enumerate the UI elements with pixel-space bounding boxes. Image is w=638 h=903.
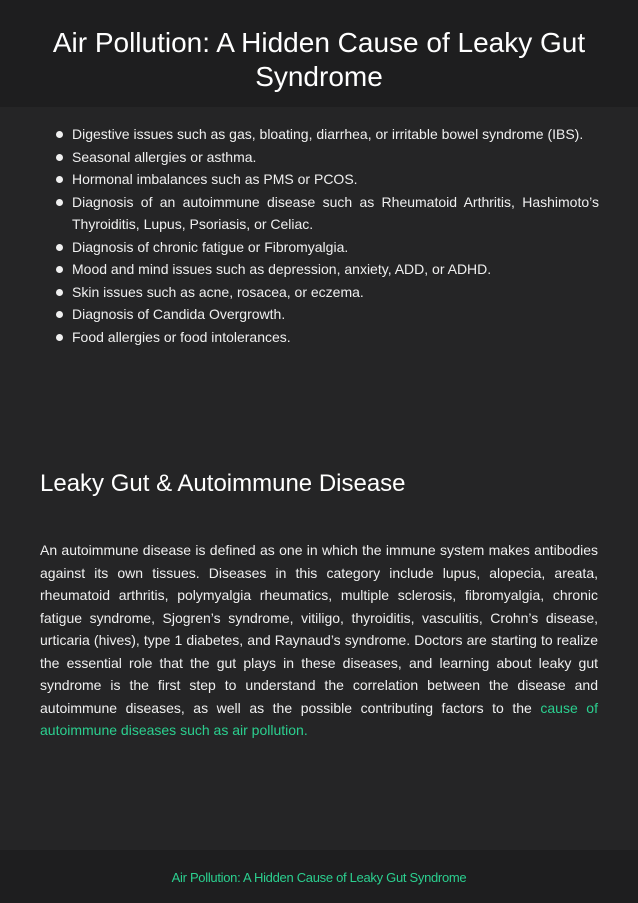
list-item [55, 258, 599, 281]
section-body-text: An autoimmune disease is defined as one in which the immune system makes antibodies against its own tissues. Diseases in this category include lupus, alopecia, areata, rheumatoid arthritis, polymyalgia rheumatics, multiple sclerosis, fibromyalgia, chronic fatigue syndrome, Sjogren’s syndrome, vitiligo, thyroiditis, vasculitis, Crohn’s disease, urticaria (hives), type 1 diabetes, and Raynaud’s syndrome. Doctors are starting to realize the essential role that the gut plays in these diseases, and learning about leaky gut syndrome is the first step to understand the correlation between the disease and autoimmune diseases, as well as the possible contributing factors to the [40, 542, 598, 716]
list-item-text: Hormonal imbalances such as PMS or PCOS. [72, 171, 358, 187]
list-item-text: Food allergies or food intolerances. [72, 328, 291, 345]
bullet-icon [56, 289, 63, 296]
bullet-icon [56, 244, 63, 251]
symptom-list [55, 123, 599, 348]
section-body [40, 539, 598, 742]
list-item [55, 281, 599, 304]
section-heading: Leaky Gut & Autoimmune Disease [40, 470, 406, 497]
list-item [55, 168, 599, 191]
list-item [55, 236, 599, 259]
list-item-text: Skin issues such as acne, rosacea, or eczema. [72, 283, 364, 300]
page-title: Air Pollution: A Hidden Cause of Leaky Gut Syndrome [52, 27, 586, 92]
list-item [55, 191, 599, 236]
list-item-text: Seasonal allergies or asthma. [72, 148, 257, 165]
bullet-icon [56, 266, 63, 273]
bullet-icon [56, 199, 63, 206]
bullet-icon [56, 131, 63, 138]
page-footer [0, 850, 638, 903]
list-item-text: Mood and mind issues such as depression, anxiety, ADD, or ADHD. [72, 261, 492, 277]
list-item [55, 146, 599, 169]
list-item [55, 303, 599, 326]
list-item [55, 326, 599, 349]
bullet-icon [56, 334, 63, 341]
page-header [0, 0, 638, 107]
list-item [55, 123, 599, 146]
document-content [0, 107, 638, 850]
list-item-text: Diagnosis of chronic fatigue or Fibromyalgia. [72, 238, 349, 255]
autoimmune-causes-link[interactable]: cause of autoimmune diseases such as air pollution. [40, 699, 598, 738]
bullet-icon [56, 176, 63, 183]
bullet-icon [56, 311, 63, 318]
footer-title: Air Pollution: A Hidden Cause of Leaky Gut Syndrome [171, 870, 467, 885]
bullet-icon [56, 154, 63, 161]
list-item-text: Diagnosis of an autoimmune disease such as Rheumatoid Arthritis, Hashimoto’s Thyroiditis, Lupus, Psoriasis, or Celiac. [72, 193, 599, 232]
list-item-text: Digestive issues such as gas, bloating, diarrhea, or irritable bowel syndrome (IBS). [72, 126, 584, 142]
list-item-text: Diagnosis of Candida Overgrowth. [72, 306, 286, 322]
